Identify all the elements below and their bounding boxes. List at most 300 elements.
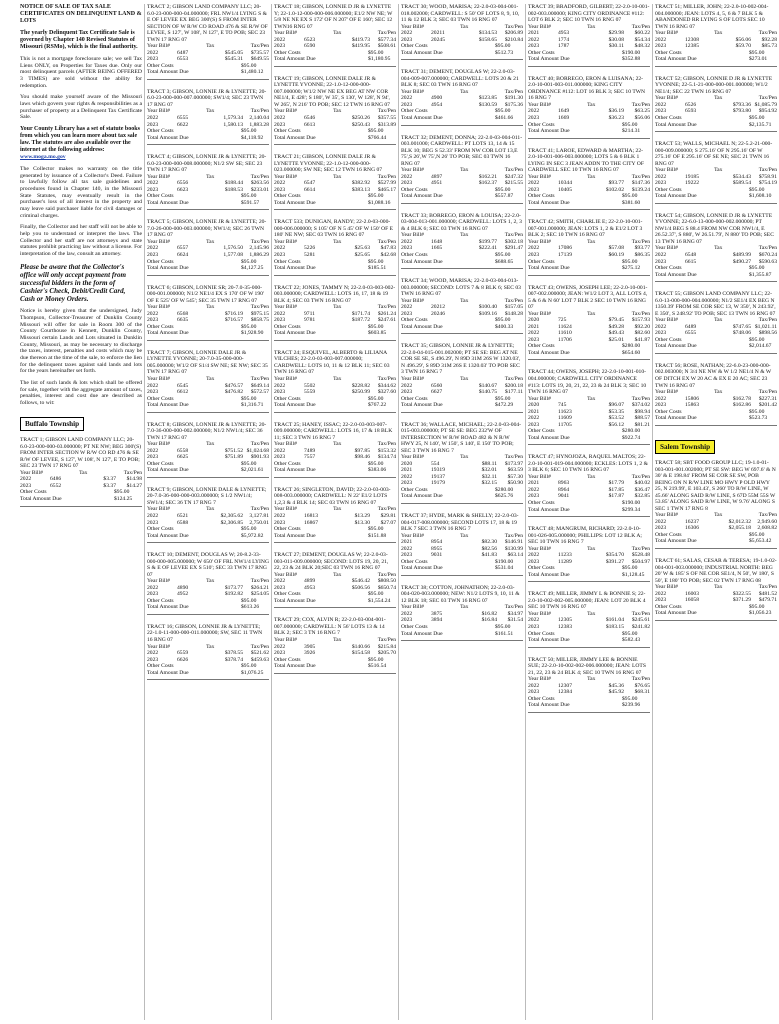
tax-row: 2022 6559 $378.55 $521.62: [147, 650, 269, 657]
divider: [528, 647, 650, 648]
total-due-row: Total Amount Due $299.34: [528, 506, 641, 513]
tax-row: 2022 6556 $188.44 $263.56: [147, 180, 269, 187]
tax-row: 2021 4953 $29.98 $60.22: [528, 30, 650, 37]
tract-description: TRACT 47; HYNOJOZA, RAQUEL MALTOS; 22-2.0-10-001-019-004.000000; ECKLES: LOTS 1, 2 & 3 BLK 6; SEC 10 TWN 16 RNG 07: [528, 454, 650, 474]
mortgage-paragraph: This is not a mortgage foreclosure sale; we sell Tax Liens ONLY, on Properties for Taxes due. Only our most delinquent parcels (AFTER BEING OFFERED 3 TIMES) are sold without the ability for redemption.: [20, 56, 142, 89]
other-costs-row: Other Costs $95.00: [655, 603, 765, 610]
tax-row: 2022 4900 $123.85 $191.30: [401, 95, 523, 102]
tax-row: 2023 20245 $158.65 $210.84: [401, 36, 523, 43]
total-due-row: Total Amount Due $516.54: [274, 663, 387, 670]
tax-row: 2022 12307 $45.36 $76.65: [528, 682, 650, 689]
tax-row: 2023 6553 $545.31 $649.55: [147, 56, 269, 63]
tax-row: 2022 11233 $354.70 $528.48: [528, 552, 650, 559]
tract-description: TRACT 58; SBT FOOD GROUP LLC; 19-1.0-01-003-001-001.002000; PT SE SW: BEG W 697.6' & N 30' & E 198.84' FROM SE COR SE SW, POB BEING ON N R/W LINE MO HWY P OLD HWY 25, N 219.99', E 103.43', S 260' TO R/W LINE, W 45.66' ALONG SAID R/W LINE, S 67D 55M 55S W 53.85' ALONG SAID R/W LINE, W 9.76' ALONG S SEC 1 TWN 17 RNG 8: [655, 460, 778, 512]
tract-listing: [655, 460, 777, 549]
total-due-row: Total Amount Due $1,554.24: [274, 597, 391, 604]
divider: [401, 125, 523, 126]
tract-listing: [655, 76, 777, 132]
tax-header-row: Year Bill# Tax Tax/Pen: [655, 512, 777, 519]
tax-row: 2023 6622 1,580.13 1,883.28: [147, 121, 269, 128]
tax-header-row: Year Bill# Tax Tax/Pen: [528, 545, 650, 552]
divider: [655, 66, 777, 67]
tax-row: 2022 19137 $32.11 $57.30: [401, 473, 523, 480]
total-due-row: Total Amount Due $1,180.95: [274, 56, 391, 63]
other-costs-row: Other Costs $95.00: [147, 526, 257, 533]
divider: [274, 607, 396, 608]
tax-header-row: Year Bill# Tax Tax/Pen: [147, 506, 269, 513]
tax-row: 2022 7489 $97.85 $153.32: [274, 447, 396, 454]
column-1: [20, 4, 145, 1020]
other-costs-row: Other Costs $95.00: [147, 395, 257, 402]
tax-row: 2020 745 $96.07 $374.02: [528, 402, 650, 409]
tract-listing: [655, 4, 777, 67]
tract-listing: [274, 552, 396, 608]
other-costs-row: Other Costs $95.00: [20, 489, 130, 496]
column-4: [401, 4, 526, 1020]
total-due-row: Total Amount Due $2,135.71: [655, 121, 772, 128]
tax-row: 2022 4890 $173.77 $264.21: [147, 584, 269, 591]
divider: [20, 506, 142, 507]
divider: [274, 477, 396, 478]
tax-row: 2022 17086 $57.08 $93.77: [528, 245, 650, 252]
salem-township-heading: Salem Township: [655, 440, 715, 454]
tax-row: 2023 16306 $2,055.18 2,608.82: [655, 525, 777, 532]
tax-row: 2023 6593 $793.80 $954.92: [655, 108, 777, 115]
divider: [528, 359, 650, 360]
tax-header-row: Year Bill# Tax Tax/Pen: [401, 297, 523, 304]
tax-row: 2022 8955 $82.56 $130.99: [401, 545, 523, 552]
tax-row: 2022 6521 $2,305.62 3,127.81: [147, 513, 269, 519]
tax-row: 2023 9041 $17.87 $32.85: [528, 493, 650, 500]
total-due-row: Total Amount Due $922.74: [528, 434, 641, 441]
tax-row: 2023 6626 $378.74 $459.63: [147, 656, 269, 663]
tract-listing: [274, 350, 396, 413]
tax-row: 2023 16867 $13.30 $27.07: [274, 519, 396, 526]
tax-row: 2022 8964 $17.85 $36.47: [528, 486, 650, 493]
tax-header-row: Year Bill# Tax Tax/Pen: [528, 310, 650, 317]
total-due-row: Total Amount Due $2,021.61: [147, 467, 264, 474]
divider: [147, 477, 269, 478]
tax-row: 2023 12385 $59.70 $85.73: [655, 43, 777, 50]
tract-description: TRACT 3; GIBSON, LONNIE JR & LYNETTE; 20-6.0-23-000-000-007.000000; SW1/4; SEC 23 TWN 17 RNG 07: [147, 88, 267, 108]
total-due-row: Total Amount Due $1,316.71: [147, 402, 264, 409]
tax-header-row: Year Bill# Tax Tax/Pen: [401, 88, 523, 95]
tract-listing: [401, 513, 523, 576]
staff-paragraph: Finally, the Collector and her staff will not be able to help you to understand or interpret the laws. The Collector and her staff are not attorneys and state statutes prohibit practicing law without a license. For interpretation of the law, consult an attorney.: [20, 224, 142, 257]
payment-paragraph: Please be aware that the Collector's office will only accept payment from successful bidders in the form of Cashier's Check, Debit/Credit Card, Cash or Money Orders.: [20, 262, 127, 304]
total-due-row: Total Amount Due $767.22: [274, 402, 387, 409]
tract-description: TRACT 26; SINGLETON, DAVID; 22-2.0-03-003-008-003.000000; CARDWELL: N 22' E1/2 LOTS 1,2,3 & 4 BLK 14; SEC 03 TWN 16 RNG 07: [274, 486, 391, 506]
tax-row: 2021 19319 $32.01 $63.59: [401, 467, 523, 474]
total-due-row: Total Amount Due $273.01: [655, 56, 768, 63]
tax-row: 2023 5281 $25.65 $42.68: [274, 252, 396, 258]
tax-header-row: Year Bill# Tax Tax/Pen: [401, 23, 523, 30]
divider: [401, 203, 523, 204]
total-due-row: Total Amount Due $151.88: [274, 532, 387, 539]
tax-row: 2023 6627 $140.75 $177.11: [401, 389, 523, 396]
tract-description: TRACT 41; LAROE, EDWARD & MARTHA; 22-2.0-10-001-006-003.000000; LOTS 5 & 6 BLK 1 LYING IN SEC 3 JEAN ADDN TO THE CITY OF CARDWELL SEC 10 TWN 16 RNG 07: [528, 147, 646, 174]
tract-description: TRACT 38; COTTON, JOHNATHON; 22-2.0-03-004-020-003.000000; NEW: N1/2 LOTS 9, 10, 11 & 12 BLK 18; SEC 03 TWN 16 RNG 07: [401, 584, 522, 604]
tax-row: 2023 6552 $3.37 $14.27: [20, 482, 142, 489]
tract-listing: [147, 624, 269, 680]
total-due-row: Total Amount Due $2,014.67: [655, 343, 772, 350]
tax-row: 2023 4952 $192.82 $254.05: [147, 591, 269, 598]
tract-description: TRACT 43; OWENS, JOSEPH LEE; 22-2.0-10-001-007-002.000000; JEAN: W1/2 LOT 3, ALL LOTS 4, 5 & 6 & N 60' LOT 7 BLK 2 SEC 10 TWN 16 RNG 07: [528, 284, 649, 311]
other-costs-row: Other Costs $95.00: [401, 252, 511, 258]
other-costs-row: Other Costs $95.00: [528, 630, 638, 637]
total-due-row: Total Amount Due $383.06: [274, 467, 387, 474]
total-due-row: Total Amount Due $4,118.92: [147, 134, 264, 141]
other-costs-row: Other Costs $95.00: [401, 186, 511, 193]
divider: [147, 275, 269, 276]
other-costs-row: Other Costs $95.00: [147, 460, 257, 467]
tax-header-row: Year Bill# Tax Tax/Pen: [401, 454, 523, 461]
divider: [655, 425, 777, 426]
tax-row: 2023 9031 $41.83 $63.14: [401, 552, 523, 559]
tract-description: TRACT 8; GIBSON, LONNIE JR & LYNETTE; 20-7.0-36-000-000-002.000000; N1/2 NW1/4; SEC 36 TWN 17 RNG 07: [147, 421, 267, 441]
other-costs-row: Other Costs $280.00: [528, 343, 641, 350]
tract-description: TRACT 22; JONES, TAMMY N; 22-2.0-03-003-002-003.000000; CARDWELL: LOTS 16, 17, 18 & 19 BLK 4; SEC 03 TWN 16 RNG 07: [274, 284, 396, 304]
tax-row: 2022 4897 $162.21 $247.32: [401, 173, 523, 180]
tax-row: 2023 11706 $25.01 $41.87: [528, 336, 650, 343]
tax-row: 2023 6625 $751.89 $901.93: [147, 454, 269, 461]
divider: [401, 268, 523, 269]
tax-row: 2023 6612 $476.82 $572.57: [147, 389, 269, 396]
tract-description: TRACT 52; GIBSON, LONNIE D JR & LYNETTE YVONNE; 22-5.1-21-000-000-001.000000; W1/2 NE1/4; SEC 22 TWN 16 RNG 07: [655, 75, 774, 95]
tax-header-row: Year Bill# Tax Tax/Pen: [528, 101, 650, 108]
tract-listing: [401, 278, 523, 334]
tax-header-row: Year Bill# Tax Tax/Pen: [274, 636, 396, 643]
tax-header-row: Year Bill# Tax Tax/Pen: [274, 238, 396, 245]
other-costs-row: Other Costs $95.00: [274, 526, 384, 533]
tract-description: TRACT 1; GIBSON LAND COMPANY LLC; 20-6.0-23-000-000-03.000000; PT NE NW; BEG 300'(S) FROM INTER SECTION W R/W CO RD 476 & SE R/W OF LEVEE, S 127', W 108', N 127', E TO POB; SEC 23 TWN 17 RNG 07: [20, 437, 143, 470]
tax-row: 2022 6548 $489.99 $670.24: [655, 252, 777, 258]
tax-row: 2022 6558 $751.52 $1,024.68: [147, 447, 269, 454]
tax-row: 2023 7557 $98.46 $134.74: [274, 454, 396, 461]
buffalo-township-heading: Buffalo Township: [20, 417, 84, 431]
other-costs-row: Other Costs $95.00: [401, 395, 511, 402]
total-due-row: Total Amount Due $1,608.10: [655, 193, 772, 200]
divider: [528, 138, 650, 139]
tract-description: TRACT 42; SMITH, CHARLIE E; 22-2.0-10-001-007-001.000000; JEAN: LOTS 1, 2 & E1/2 LOT 3 BLK 2; SEC 10 TWN 16 RNG 07: [528, 219, 644, 239]
tax-header-row: Year Bill# Tax Tax/Pen: [274, 441, 396, 448]
tax-row: 2022 19185 $534.43 $758.91: [655, 173, 777, 180]
other-costs-row: Other Costs $95.00: [147, 62, 257, 69]
tax-header-row: Year Bill# Tax Tax/Pen: [147, 238, 269, 245]
total-due-row: Total Amount Due $603.85: [274, 330, 387, 337]
tract-listing: [147, 285, 269, 341]
tax-header-row: Year Bill# Tax Tax/Pen: [401, 232, 523, 239]
tax-row: 2022 6489 $747.65 $1,021.11: [655, 323, 777, 330]
tax-row: 2022 6557 1,576.50 2,145.96: [147, 245, 269, 252]
divider: [147, 614, 269, 615]
tax-header-row: Year Bill# Tax Tax/Pen: [528, 395, 650, 402]
column-5: [528, 4, 653, 1020]
total-due-row: Total Amount Due $472.29: [401, 402, 514, 409]
tract-listing: [147, 154, 269, 210]
divider: [147, 144, 269, 145]
other-costs-row: Other Costs $95.00: [655, 49, 765, 56]
divider: [147, 340, 269, 341]
column-6: [655, 4, 779, 1020]
tax-row: 2022 16813 $13.29 $29.81: [274, 513, 396, 519]
divider: [528, 712, 650, 713]
tax-row: 2020 554 $88.11 $173.97: [401, 460, 523, 467]
other-costs-row: Other Costs $190.00: [528, 49, 641, 56]
tax-row: 2023 6555 $748.06 $898.56: [655, 330, 777, 337]
tract-description: TRACT 54; GIBSON, LONNIE D JR & LYNETTE YVONNE; 22-6.0-13-000-000-002.000000; PT NW1/4 BEG S 88.4 FROM NW COR NW1/4, E 26.52.37', S 880', W 26.51.79', N 880' TO POB; SEC 13 TWN 16 RNG 07: [655, 212, 776, 245]
tax-row: 2022 5226 $25.63 $47.83: [274, 245, 396, 252]
tax-row: 2022 6560 $140.67 $200.18: [401, 382, 523, 389]
other-costs-row: Other Costs $95.00: [528, 695, 638, 702]
tax-row: 2022 11609 $53.52 $88.57: [528, 415, 650, 422]
tract-listing: [528, 4, 650, 67]
tract-listing: [274, 219, 396, 275]
tax-row: 2021 11623 $53.35 $98.94: [528, 408, 650, 415]
tax-row: 2023 6613 $250.43 $313.89: [274, 121, 396, 128]
divider: [655, 281, 777, 282]
other-costs-row: Other Costs $95.00: [274, 591, 384, 598]
statute-paragraph: The yearly Delinquent Tax Certificate Sale is governed by Chapter 140 Revised Statutes of Missouri (RSMo), which is the final authority.: [20, 30, 138, 51]
tract-description: TRACT 9; GIBSON, LONNIE DALE & LYNETTE; 20-7.0-36-000-000-003.000000; S 1/2 NW1/4; SW1/4; SEC 36 TN 17 RNG 7: [147, 486, 268, 506]
other-costs-row: Other Costs $190.00: [401, 558, 514, 565]
tract-listing: [274, 422, 396, 478]
tax-row: 2023 6635 $716.57 $858.75: [147, 317, 269, 324]
other-costs-row: Other Costs $95.00: [528, 565, 638, 572]
tract-listing: [274, 4, 396, 67]
tax-row: 2023 17139 $60.19 $86.35: [528, 252, 650, 258]
tract-description: TRACT 6; GIBSON, LONNIE SR; 20-7.0-35-000-000-001.000000; N1/2 NE1/4 EX S 170' OF W 190' OF E 525' OF W 545'; SEC 35 TWN 17 RNG 07: [147, 284, 266, 304]
total-due-row: Total Amount Due $381.60: [528, 199, 641, 206]
other-costs-row: Other Costs $95.00: [274, 656, 384, 663]
tract-listing: [401, 422, 523, 504]
other-costs-row: Other Costs $95.00: [655, 531, 765, 538]
divider: [274, 340, 396, 341]
divider: [401, 503, 523, 504]
tax-header-row: Year Bill# Tax Tax/Pen: [528, 610, 650, 617]
tax-row: 2022 16003 $322.55 $481.52: [655, 590, 777, 597]
tax-row: 2022 3875 $16.82 $34.97: [401, 610, 523, 617]
tax-row: 2022 12308 $56.06 $92.28: [655, 36, 777, 43]
tax-row: 2023 1669 $36.23 $56.06: [528, 114, 650, 121]
tract-listing: [147, 350, 269, 413]
tract-listing: [274, 617, 396, 673]
divider: [274, 66, 396, 67]
total-due-row: Total Amount Due $1,480.12: [147, 69, 264, 76]
tract-description: TRACT 48; MANGRUM, RICHARD; 22-2.0-10-001-026-005.000000; PHILLIPS: LOT 12 BLK A; SEC 10 TWN 16 RNG 7: [528, 526, 644, 546]
total-due-row: Total Amount Due $523.73: [655, 415, 768, 422]
tract-description: TRACT 35; GIBSON, LONNIE JR & LYNETTE; 22-2.0-04-015-001.002000; PT SE SE: BEG AT NE COR SE SE, S 496.29', N 89D 31M 26S W 1320.03', N 496.29', S 89D 31M 26S E 1320.03' TO POB SEC 3 TWN 16 RNG 7: [401, 343, 522, 376]
tract-description: TRACT 27; DEMENT, DOUGLAS W; 22-2.0-03-003-011-009.000000; SECOND: LOTS 19, 20, 21, 22, 23 & 24 BLK 20;SEC 03 TWN 16 RNG 07: [274, 552, 390, 572]
other-costs-row: Other Costs $95.00: [401, 317, 511, 324]
tract-listing: [147, 89, 269, 145]
tax-row: 2023 6624 1,577.08 1,886.29: [147, 252, 269, 258]
tract-description: TRACT 29; COX, ALVIN R; 22-2.0-03-004-001-007.000000; CARDWELL: N 56' LOTS 13 & 14 BLK 2; SEC 3 TN 16 RNG 7: [274, 617, 387, 637]
tax-header-row: Year Bill# Tax Tax/Pen: [655, 95, 777, 102]
total-due-row: Total Amount Due $591.57: [147, 199, 260, 206]
tract-listing: [401, 343, 523, 412]
tax-row: 2023 6590 $419.95 $508.61: [274, 43, 396, 50]
tax-row: 2021 11624 $49.28 $92.20: [528, 323, 650, 330]
divider: [274, 673, 396, 674]
divider: [655, 548, 777, 549]
total-due-row: Total Amount Due $214.31: [528, 128, 641, 135]
tax-row: 2022 3905 $140.66 $215.84: [274, 643, 396, 650]
total-due-row: Total Amount Due $185.51: [274, 265, 387, 272]
divider: [147, 412, 269, 413]
tract-listing: [274, 76, 396, 145]
tax-row: 2023 1665 $222.41 $291.47: [401, 245, 523, 252]
statute-url[interactable]: www.moga.mo.gov: [20, 154, 66, 161]
tax-row: 2022 6547 $382.92 $527.99: [274, 180, 396, 187]
tax-row: 2021 8954 $82.30 $146.91: [401, 539, 523, 546]
tax-row: 2022 20211 $134.53 $206.89: [401, 30, 523, 37]
tract-description: TRACT 30; WOOD, MARISA; 22-2.0-03-004-001-018.002000; CARDWELL: S 50' OF LOTS 8, 9, 10, 11 & 12 BLK 3; SEC 03 TWN 16 RNG 07: [401, 4, 521, 24]
tax-row: 2023 4954 $130.59 $175.36: [401, 101, 523, 108]
tract-description: TRACT 25; HANEY, ISSAC; 22-2.0-03-003-007-009.000000; CARDWELL: LOTS 16, 17 & 18 BLK 11; SEC 3 TWN 16 RNG 7: [274, 421, 394, 441]
total-due-row: Total Amount Due $161.51: [401, 630, 514, 637]
tax-row: 2022 1774 $30.08 $54.34: [528, 36, 650, 43]
tax-row: 2022 6545 $476.57 $649.14: [147, 382, 269, 389]
tax-header-row: Year Bill# Tax Tax/Pen: [20, 469, 142, 476]
tax-row: 2021 8963 $17.79 $40.02: [528, 480, 650, 487]
other-costs-row: Other Costs $95.00: [655, 114, 765, 121]
tax-row: 2023 1787 $30.11 $48.32: [528, 43, 650, 50]
tax-row: 2022 6486 $3.37 $14.98: [20, 476, 142, 483]
tract-description: TRACT 36; WALLACE, MICHAEL; 22-2.0-03-004-015-003.000000; PT SE SE: BEG 232'W OF INTERSECTION W R/W ROAD 482 & N R/W HWY 25, N 140', W 150', S 140', E 150' TO POB; SEC 3 TWN 16 RNG 7: [401, 421, 522, 454]
column-2: [147, 4, 272, 1020]
other-costs-row: Other Costs $95.00: [274, 128, 384, 135]
tax-row: 2022 6555 1,579.34 2,140.04: [147, 114, 269, 121]
total-due-row: Total Amount Due $625.76: [401, 493, 514, 500]
tract-listing: [401, 69, 523, 125]
other-costs-row: Other Costs $95.00: [655, 336, 765, 343]
tract-description: TRACT 16; GIBSON, LONNIE JR & LYNETTE; 22-1.0-11-000-000-011.000000; SW, SEC 11 TWN 16 RNG 07: [147, 623, 264, 643]
divider: [274, 412, 396, 413]
tract-listing: [401, 585, 523, 641]
tract-listing: [274, 487, 396, 543]
tax-row: 2022 15806 $162.78 $227.31: [655, 395, 777, 402]
other-costs-row: Other Costs $95.00: [655, 408, 765, 415]
tract-description: TRACT 18; GIBSON, LONNIE D JR & LYNETTE Y; 22-1.0-12-000-000-006.000000; E1/2 NW NE; W 5/8 NE NE EX S 172' OF N 207' OF E 160'; SEC 12 TWN16 RNG 07: [274, 4, 394, 30]
sale-notice-paragraph: Notice is hereby given that the undersigned, Judy Thompson, Collector-Treasurer of Dunklin County Missouri will offer for sale in Room 300 of the County Courthouse in Kennett, Dunklin County, Missouri certain Lands and Lots situated in Dunklin County, Missouri, as may be necessary to discharge the taxes, interest, penalties and costs which may be due thereon at the time of the sale, to enforce the lien for the delinquent taxes against said lands and lots for the years hereinafter set forth.: [20, 308, 142, 375]
tax-row: 2023 11289 $391.27 $504.97: [528, 558, 650, 565]
total-due-row: Total Amount Due $613.26: [147, 604, 260, 611]
notice-title: NOTICE OF SALE OF TAX SALE CERTIFICATES ON DELINQUENT LAND & LOTS: [20, 4, 142, 25]
other-costs-row: Other Costs $95.00: [655, 265, 765, 272]
other-costs-row: Other Costs $95.00: [528, 258, 638, 265]
tax-row: 2023 19222 $589.54 $754.19: [655, 180, 777, 187]
tax-header-row: Year Bill# Tax Tax/Pen: [401, 532, 523, 539]
tax-row: 2022 6526 $793.36 $1,085.79: [655, 101, 777, 108]
other-costs-row: Other Costs $280.00: [401, 486, 514, 493]
collector-paragraph: The Collector makes no warranty on the title generated by issuance of a Collector's Deed. Failure to lawfully follow all tax sale guidelines and procedures found in Chapter 140, in the Missouri State Statutes, may eventually result in the purchaser's loss of all interest in the property and may leave said purchaser liable for civil damages or criminal charges.: [20, 165, 142, 219]
tract-listing: [401, 213, 523, 269]
tax-row: 2022 20212 $100.40 $157.05: [401, 304, 523, 311]
tract-listing: [147, 487, 269, 543]
tract-listing: [528, 591, 650, 647]
tract-description: TRACT 33; BORREGO, ERON & LOUISA; 22-2.0-03-004-013-001.000000; CARDWELL: LOTS 1, 2, 3 & 4 BLK 6; SEC 03 TWN 16 RNG 07: [401, 212, 524, 232]
tract-description: TRACT 31; DEMENT, DOUGLAS W; 22-2.0-03-004-009-007.000000; CARDWELL: LOTS 20 & 21 BLK 8; SEC 03 TWN 16 RNG 07: [401, 69, 521, 89]
total-due-row: Total Amount Due $124.25: [20, 496, 133, 502]
tract-description: TRACT 24; ESQUIVEL, ALBERTO & LILIANA VILCHES; 22-2.0-03-003-007.000000; CARDWELL: LOTS 10, 11 & 12 BLK 11; SEC 03 TWN 16 RNG 07: [274, 349, 391, 376]
tract-listing: [147, 552, 269, 615]
divider: [401, 59, 523, 60]
total-due-row: Total Amount Due $1,355.87: [655, 271, 772, 278]
tax-header-row: Year Bill# Tax Tax/Pen: [655, 245, 777, 252]
divider: [655, 620, 777, 621]
tract-listing: [528, 76, 650, 139]
tax-row: 2023 3894 $16.84 $31.54: [401, 617, 523, 624]
total-due-row: Total Amount Due $512.73: [401, 49, 514, 56]
total-due-row: Total Amount Due $5,653.42: [655, 538, 772, 545]
tax-row: 2022 11610 $49.43 $82.60: [528, 330, 650, 337]
total-due-row: Total Amount Due $654.60: [528, 349, 641, 356]
tract-description: TRACT 50; MILLER, JIMMY LEE & BONNIE SUE; 22-2.0-10-002-002-006.000000; JEAN: LOTS 21, 22, 23 & 24 BLK 4; SEC 10 TWN 16 RNG 07: [528, 656, 648, 676]
divider: [655, 131, 777, 132]
tax-row: 2022 1649 $36.19 $63.25: [528, 108, 650, 115]
tax-header-row: Year Bill# Tax Tax/Pen: [655, 317, 777, 324]
tax-header-row: Year Bill# Tax Tax/Pen: [401, 604, 523, 611]
other-costs-row: Other Costs $95.00: [401, 623, 511, 630]
tax-header-row: Year Bill# Tax Tax/Pen: [655, 584, 777, 591]
total-due-row: Total Amount Due $461.66: [401, 114, 514, 121]
other-costs-row: Other Costs $95.00: [147, 128, 257, 135]
divider: [401, 640, 523, 641]
tax-row: 2023 12383 $183.15 $241.82: [528, 623, 650, 630]
tax-row: 2023 16058 $371.29 $479.71: [655, 597, 777, 604]
tract-description: TRACT 56; ROSE, NATHAN; 22-6.0-23-000-000-002.003000; N 3/4 NE NW & W 1/2 NE1/4 N & W OF DITCH EX W 20 AC & EX E 20 AC; SEC 23 TWN 16 RNG 07: [655, 362, 773, 389]
divider: [274, 209, 396, 210]
tract-listing: [655, 141, 777, 204]
tax-header-row: Year Bill# Tax Tax/Pen: [655, 167, 777, 174]
total-due-row: Total Amount Due $352.88: [528, 56, 641, 63]
tax-row: 2023 15863 $162.86 $201.42: [655, 402, 777, 409]
total-due-row: Total Amount Due $531.04: [401, 565, 514, 572]
tract-description: TRACT 533; DUNIGAN, RANDY; 22-2.0-03-000-000-006.000000; S 105' OF N 5 45' OF W 150' OF E 180' NE NW; SEC 03 TWN 16 RNG 07: [274, 219, 395, 239]
tract-listing: [528, 369, 650, 445]
tract-listing: [274, 285, 396, 341]
tract-description: TRACT 10; DEMENT, DOUGLAS W; 20-8.2-33-000-000-005.000000; W 650' OF FRL NW1/4 LYING S & E OF LEVEE EX S 510'; SEC 33 TWN 17 RNG 07: [147, 552, 271, 578]
total-due-row: Total Amount Due $557.87: [401, 193, 514, 200]
other-costs-row: Other Costs $95.00: [147, 258, 257, 265]
tax-row: 2022 12305 $161.04 $245.61: [528, 617, 650, 624]
tax-header-row: Year Bill# Tax Tax/Pen: [528, 473, 650, 480]
total-due-row: Total Amount Due $582.43: [528, 637, 641, 644]
tax-row: 2022 6568 $716.19 $975.15: [147, 310, 269, 317]
total-due-row: Total Amount Due $275.12: [528, 265, 641, 272]
tax-row: 2023 4951 $162.37 $215.55: [401, 180, 523, 187]
tract-description: TRACT 5; GIBSON, LONNIE JR & LYNETTE; 20-7.0-26-000-000-003.000000; NW1/4; SEC 26 TWN 17 RNG 07: [147, 219, 267, 239]
tract-description: TRACT 55; GIBSON LAND COMPANY LLC; 22-6.0-13-000-000-004.000000; N1/2 SE1/4 EX BEG N 1350.39' FROM SE COR SEC 13, W 350', N 243.92', E 350', S 248.92' TO POB; SEC 13 TWN 16 RNG 07: [655, 291, 778, 317]
tax-header-row: Year Bill# Tax Tax/Pen: [528, 173, 650, 180]
other-costs-row: Other Costs $95.00: [147, 193, 257, 200]
other-costs-row: Other Costs $95.00: [528, 193, 638, 200]
divider: [401, 575, 523, 576]
tax-row: 2022 6487 $545.05 $735.57: [147, 49, 269, 56]
tax-header-row: Year Bill# Tax Tax/Pen: [528, 676, 650, 683]
tract-description: TRACT 37; HYDE, MARK & SHELLY; 22-2.0-03-004-017-008.000000; SECOND LOTS 17, 18 & 19 BLK 7 SEC 3 TWN 16 RNG 7: [401, 513, 519, 533]
divider: [274, 144, 396, 145]
tax-row: 2023 6614 $383.13 $465.17: [274, 186, 396, 193]
tax-row: 2023 12384 $45.92 $68.31: [528, 689, 650, 696]
tax-row: 2022 5502 $228.82 $344.62: [274, 382, 396, 389]
tax-row: 2023 5559 $250.99 $327.60: [274, 389, 396, 396]
other-costs-row: Other Costs $95.00: [147, 323, 257, 330]
other-costs-row: Other Costs $95.00: [401, 43, 511, 50]
other-costs-row: Other Costs $95.00: [147, 597, 257, 604]
other-costs-row: Other Costs $95.00: [274, 395, 384, 402]
